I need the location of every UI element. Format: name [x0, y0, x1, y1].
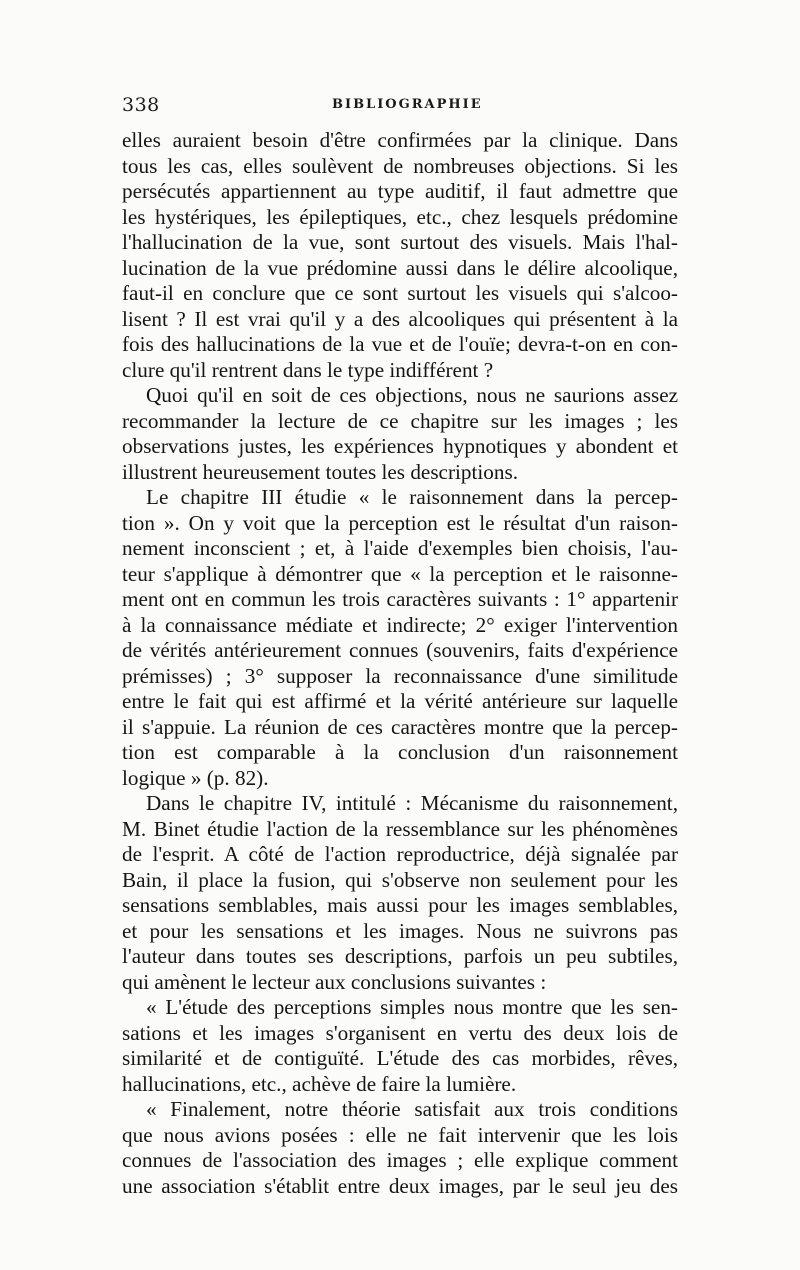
text-line: illustrent heureusement toutes les descriptions. [122, 459, 519, 484]
text-line: Dans le chapitre IV, intitulé : Mécanisme du raisonnement, [146, 791, 678, 815]
text-line: teur s'applique à démontrer que « la perception et le raisonne- [122, 561, 678, 586]
text-line: similarité et de contiguïté. L'étude des cas morbides, rêves, [122, 1046, 678, 1070]
text-line: l'auteur dans toutes ses descriptions, parfois un peu subtiles, [122, 944, 678, 968]
text-line: tion est comparable à la conclusion d'un raisonnement [122, 740, 678, 764]
text-line: M. Binet étudie l'action de la ressemblance sur les phénomènes [122, 816, 678, 841]
text-line: sensations semblables, mais aussi pour les images semblables, [122, 893, 678, 917]
text-line: les hystériques, les épileptiques, etc., chez lesquels prédomine [122, 204, 678, 229]
text-line: clure qu'il rentrent dans le type indifférent ? [122, 357, 494, 382]
text-line: l'hallucination de la vue, sont surtout des visuels. Mais l'hal- [122, 230, 678, 254]
text-line: fois des hallucinations de la vue et de l'ouïe; devra-t-on en con- [122, 332, 678, 356]
text-line: prémisses) ; 3° supposer la reconnaissance d'une similitude [122, 663, 678, 688]
body-text [122, 128, 678, 1199]
text-line: sations et les images s'organisent en vertu des deux lois de [122, 1020, 678, 1045]
text-line: persécutés appartiennent au type auditif, il faut admettre que [122, 179, 678, 203]
text-line: tous les cas, elles soulèvent de nombreuses objections. Si les [122, 153, 678, 178]
text-line: que nous avions posées : elle ne fait intervenir que les lois [122, 1122, 678, 1147]
text-line: de vérités antérieurement connues (souvenirs, faits d'expérience [122, 638, 678, 662]
running-head: BIBLIOGRAPHIE [332, 97, 483, 112]
text-line: recommander la lecture de ce chapitre sur les images ; les [122, 408, 678, 433]
text-line: Le chapitre III étudie « le raisonnement dans la percep- [146, 485, 678, 509]
text-line: il s'appuie. La réunion de ces caractères montre que la percep- [122, 714, 678, 739]
text-line: elles auraient besoin d'être confirmées par la clinique. Dans [122, 128, 678, 152]
text-line: logique » (p. 82). [122, 765, 269, 790]
text-line: entre le fait qui est affirmé et la vérité antérieure sur laquelle [122, 689, 678, 713]
text-line: de l'esprit. A côté de l'action reproductrice, déjà signalée par [122, 842, 678, 866]
page-number: 338 [122, 94, 160, 116]
text-line: faut-il en conclure que ce sont surtout les visuels qui s'alcoo- [122, 281, 678, 305]
text-line: connues de l'association des images ; elle explique comment [122, 1148, 678, 1172]
text-line: à la connaissance médiate et indirecte; 2° exiger l'intervention [122, 612, 678, 637]
text-line: qui amènent le lecteur aux conclusions suivantes : [122, 969, 547, 994]
text-line: « L'étude des perceptions simples nous montre que les sen- [146, 995, 678, 1019]
text-line: lisent ? Il est vrai qu'il y a des alcooliques qui présentent à la [122, 306, 678, 331]
text-line: observations justes, les expériences hypnotiques y abondent et [122, 434, 678, 458]
text-line: Quoi qu'il en soit de ces objections, nous ne saurions assez [146, 383, 678, 407]
text-line: tion ». On y voit que la perception est le résultat d'un raison- [122, 510, 678, 535]
text-line: une association s'établit entre deux images, par le seul jeu des [122, 1173, 678, 1198]
text-line: ment ont en commun les trois caractères suivants : 1° appartenir [122, 587, 678, 611]
page-header [122, 94, 678, 122]
text-line: lucination de la vue prédomine aussi dans le délire alcoolique, [122, 255, 678, 280]
text-line: Bain, il place la fusion, qui s'observe non seulement pour les [122, 867, 678, 892]
text-line: « Finalement, notre théorie satisfait aux trois conditions [146, 1097, 678, 1121]
text-line: et pour les sensations et les images. Nous ne suivrons pas [122, 918, 678, 943]
text-line: hallucinations, etc., achève de faire la lumière. [122, 1071, 517, 1096]
text-line: nement inconscient ; et, à l'aide d'exemples bien choisis, l'au- [122, 536, 678, 560]
